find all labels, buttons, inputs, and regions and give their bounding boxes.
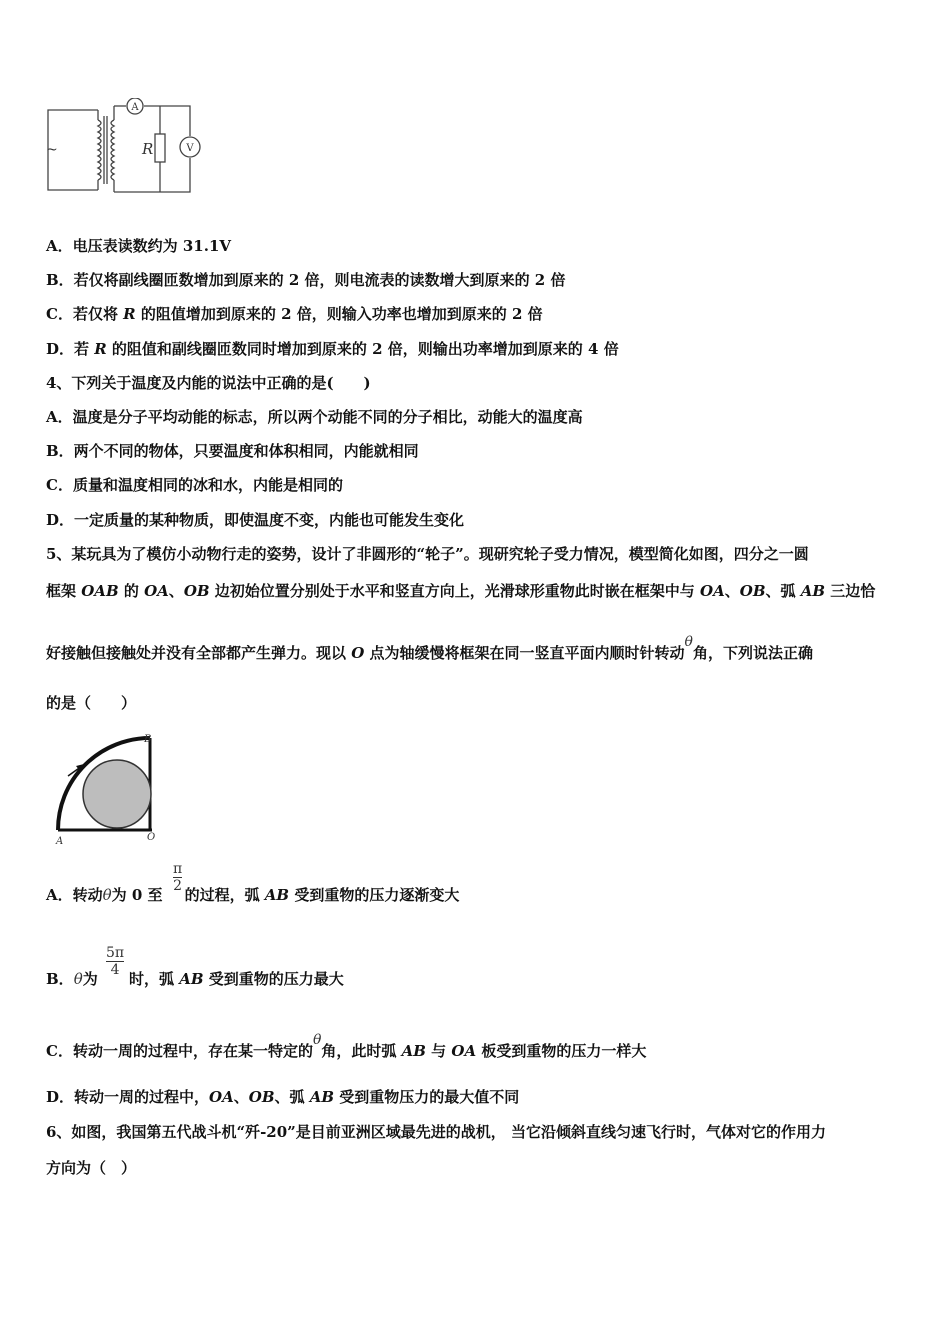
q5-stem-line1: 5、某玩具为了模仿小动物行走的姿势，设计了非圆形的“轮子”。现研究轮子受力情况，模型简化如图，四分之一圆	[46, 545, 809, 563]
q5-stem-line2: 框架 OAB 的 OA、OB 边初始位置分别处于水平和竖直方向上，光滑球形重物此时嵌在框架中与 OA、OB、弧 AB 三边恰	[46, 582, 876, 600]
transformer-circuit-diagram	[40, 98, 210, 198]
quarter-circle-frame-figure	[48, 728, 163, 848]
q4-option-a: A．温度是分子平均动能的标志，所以两个动能不同的分子相比，动能大的温度高	[46, 408, 583, 426]
point-b-label: B	[144, 734, 152, 745]
q5-option-b-fraction: $\frac{5\pi}{4}$	[106, 945, 125, 978]
q3-option-d: D．若 R 的阻值和副线圈匝数同时增加到原来的 2 倍，则输出功率增加到原来的 4 倍	[46, 340, 619, 358]
q5-option-a-fraction: $\frac{\pi}{2}$	[173, 861, 183, 894]
q4-option-c: C．质量和温度相同的冰和水，内能是相同的	[46, 476, 343, 494]
resistor-label: R	[142, 140, 154, 158]
q5-option-d: D．转动一周的过程中，OA、OB、弧 AB 受到重物压力的最大值不同	[46, 1088, 520, 1106]
q6-stem-line1: 6、如图，我国第五代战斗机“歼-20”是目前亚洲区域最先进的战机， 当它沿倾斜直线匀速飞行时，气体对它的作用力	[46, 1123, 827, 1141]
q3-option-a: A．电压表读数约为 31.1V	[46, 237, 232, 255]
ammeter-label: A	[131, 102, 139, 113]
q5-stem-line3: 好接触但接触处并没有全部都产生弹力。现以 O 点为轴缓慢将框架在同一竖直平面内顺时针转动θ角，下列说法正确	[46, 634, 813, 662]
q4-option-b: B．两个不同的物体，只要温度和体积相同，内能就相同	[46, 442, 419, 460]
voltmeter-label: V	[186, 143, 194, 154]
q5-option-b: B．θ为 时，弧 AB 受到重物的压力最大	[46, 970, 344, 988]
q3-option-c: C．若仅将 R 的阻值增加到原来的 2 倍，则输入功率也增加到原来的 2 倍	[46, 305, 543, 323]
q4-option-d: D．一定质量的某种物质，即使温度不变，内能也可能发生变化	[46, 511, 465, 529]
ac-source-symbol: ~	[46, 142, 58, 158]
point-a-label: A	[56, 836, 64, 847]
point-o-label: O	[147, 832, 156, 843]
q6-stem-line2: 方向为（ ）	[46, 1159, 137, 1177]
q3-option-b: B．若仅将副线圈匝数增加到原来的 2 倍，则电流表的读数增大到原来的 2 倍	[46, 271, 566, 289]
q4-stem: 4、下列关于温度及内能的说法中正确的是( )	[46, 374, 371, 392]
q5-stem-line4: 的是（ ）	[46, 694, 137, 712]
q5-option-a: A．转动θ为 0 至 的过程，弧 AB 受到重物的压力逐渐变大	[46, 886, 460, 904]
q5-option-c: C．转动一周的过程中，存在某一特定的θ角，此时弧 AB 与 OA 板受到重物的压力一样大	[46, 1032, 647, 1060]
